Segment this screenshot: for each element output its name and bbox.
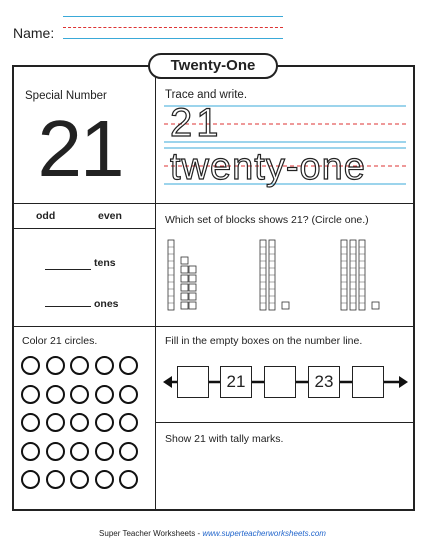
ones-blank[interactable] (45, 306, 91, 307)
color-circle[interactable] (95, 356, 114, 375)
number-box-4: 23 (308, 366, 340, 398)
color-circle[interactable] (46, 413, 65, 432)
unit-cube (189, 284, 196, 291)
row-divider-1 (13, 203, 414, 204)
trace-instruction: Trace and write. (165, 89, 248, 101)
number-line-instruction: Fill in the empty boxes on the number line. (165, 335, 363, 347)
trace-word: twenty-one (170, 146, 366, 188)
color-circle[interactable] (119, 356, 138, 375)
unit-cube (181, 293, 188, 300)
base-ten-blocks (165, 238, 410, 314)
color-circle[interactable] (21, 413, 40, 432)
color-circle[interactable] (21, 470, 40, 489)
unit-cube (181, 266, 188, 273)
number-box-5[interactable] (352, 366, 384, 398)
column-divider (155, 66, 156, 510)
color-circle[interactable] (21, 385, 40, 404)
color-circle[interactable] (70, 470, 89, 489)
name-label: Name: (13, 25, 55, 41)
odd-option[interactable]: odd (36, 210, 56, 222)
unit-cube (282, 302, 289, 309)
tens-label: tens (94, 257, 116, 269)
color-circle[interactable] (95, 470, 114, 489)
unit-cube (181, 284, 188, 291)
color-circle[interactable] (119, 385, 138, 404)
circle-grid (21, 356, 145, 501)
trace-number: 21 (170, 101, 223, 145)
unit-cube (181, 302, 188, 309)
name-write-line[interactable] (63, 38, 283, 39)
unit-cube (181, 257, 188, 264)
special-number-value: 21 (37, 104, 123, 193)
color-circle[interactable] (46, 356, 65, 375)
name-top-line (63, 16, 283, 17)
number-box-1[interactable] (177, 366, 209, 398)
special-number-label: Special Number (25, 90, 107, 102)
color-circle[interactable] (46, 385, 65, 404)
worksheet-title: Twenty-One (148, 53, 278, 79)
unit-cube (189, 275, 196, 282)
color-circle[interactable] (95, 442, 114, 461)
number-box-2: 21 (220, 366, 252, 398)
unit-cube (181, 275, 188, 282)
color-circle[interactable] (119, 470, 138, 489)
name-mid-line (63, 27, 283, 28)
color-circle[interactable] (119, 413, 138, 432)
row-divider-3 (155, 422, 414, 423)
row-divider-2 (13, 326, 414, 327)
left-arrow-icon (163, 376, 172, 388)
blocks-instruction: Which set of blocks shows 21? (Circle one.) (165, 214, 369, 226)
tally-instruction: Show 21 with tally marks. (165, 433, 284, 445)
footer-url[interactable]: www.superteacherworksheets.com (202, 529, 326, 538)
unit-cube (189, 293, 196, 300)
color-circle[interactable] (70, 385, 89, 404)
unit-cube (189, 302, 196, 309)
color-circle[interactable] (21, 356, 40, 375)
footer-site-name: Super Teacher Worksheets - (99, 529, 203, 538)
unit-cube (189, 266, 196, 273)
odd-even-divider (13, 228, 155, 229)
unit-cube (372, 302, 379, 309)
color-circle[interactable] (46, 442, 65, 461)
footer (0, 529, 425, 538)
even-option[interactable]: even (98, 210, 122, 222)
color-circle[interactable] (95, 385, 114, 404)
color-circle[interactable] (70, 442, 89, 461)
color-circle[interactable] (21, 442, 40, 461)
color-circle[interactable] (70, 413, 89, 432)
number-box-3[interactable] (264, 366, 296, 398)
color-circle[interactable] (70, 356, 89, 375)
tens-blank[interactable] (45, 269, 91, 270)
color-circle[interactable] (46, 470, 65, 489)
color-circles-instruction: Color 21 circles. (22, 335, 98, 347)
tally-answer-area[interactable] (160, 450, 410, 506)
color-circle[interactable] (95, 413, 114, 432)
right-arrow-icon (399, 376, 408, 388)
color-circle[interactable] (119, 442, 138, 461)
ones-label: ones (94, 298, 119, 310)
